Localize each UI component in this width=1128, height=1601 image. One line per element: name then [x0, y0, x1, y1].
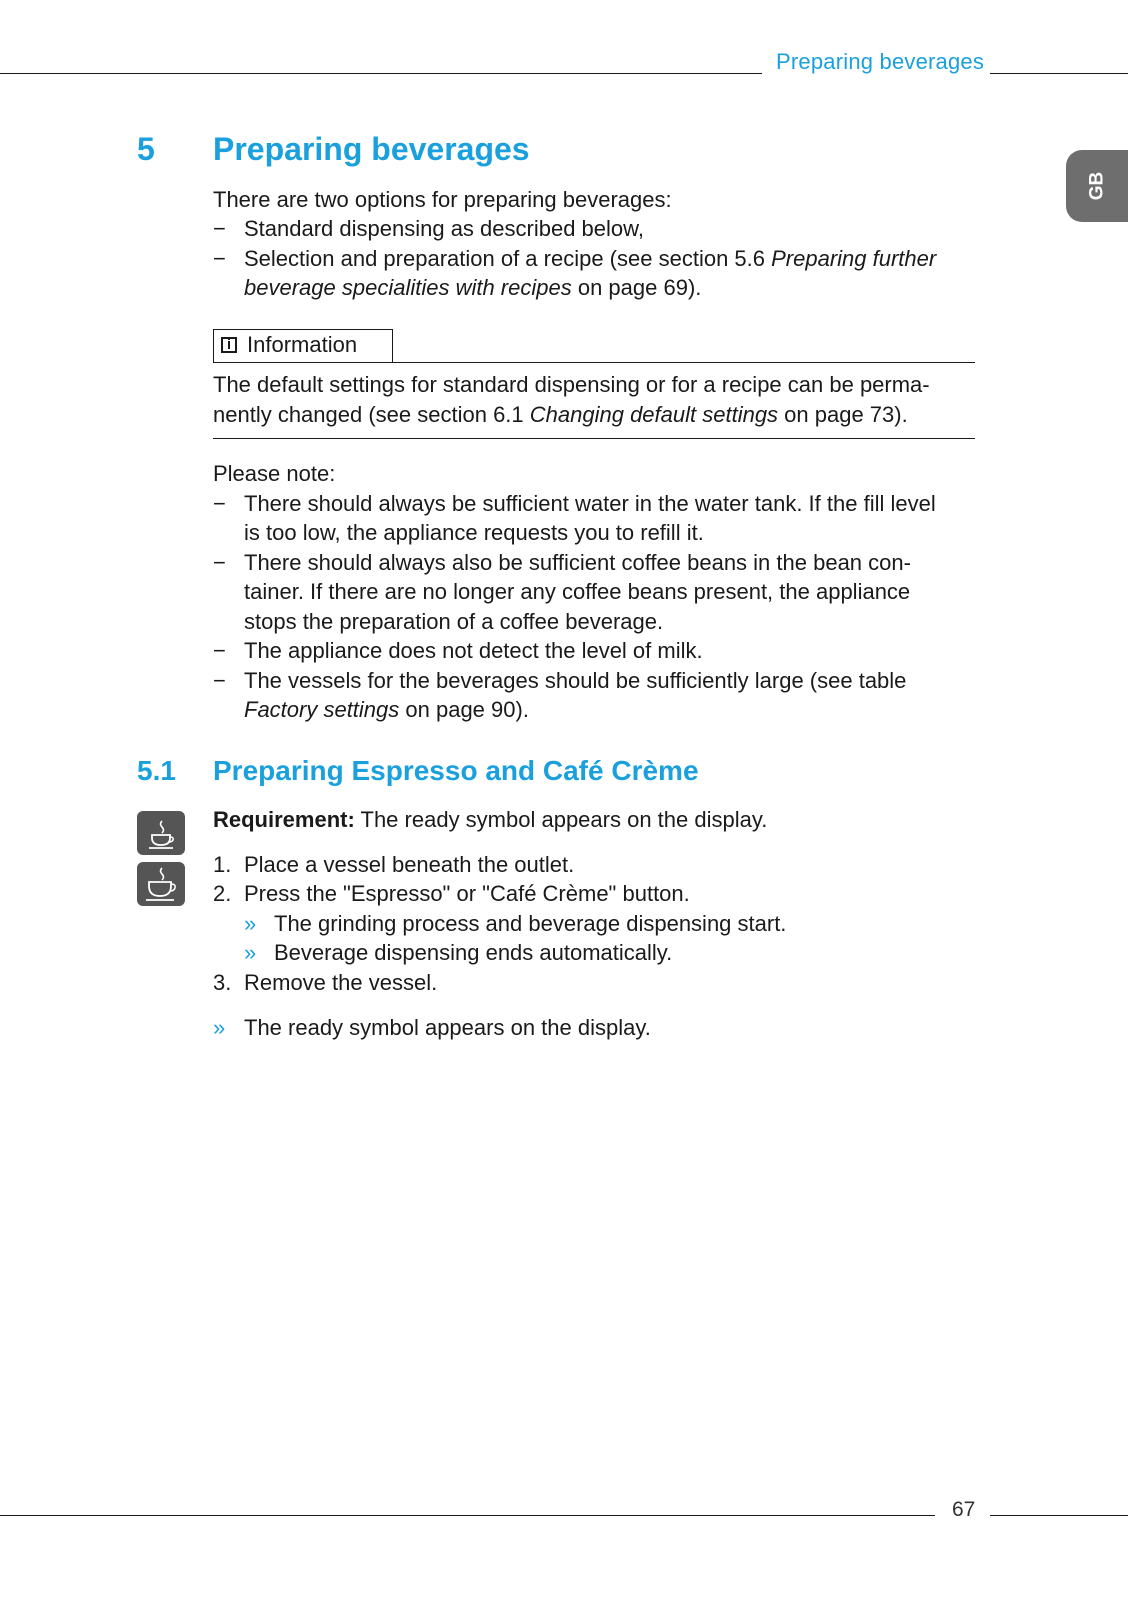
list-item-continued — [244, 273, 701, 303]
result-text: The grinding process and beverage dispensing start. — [274, 911, 787, 936]
list-dash: − — [213, 550, 226, 575]
page-number: 67 — [952, 1498, 976, 1521]
intro-text: There are two options for preparing beverages: — [213, 187, 672, 212]
info-text: nently changed (see section 6.1 — [213, 402, 530, 427]
running-title: Preparing beverages — [776, 49, 985, 74]
info-text-line — [213, 400, 908, 430]
list-dash: − — [213, 491, 226, 516]
note-line: The vessels for the beverages should be sufficiently large (see table — [244, 668, 907, 693]
step-number: 2. — [213, 881, 232, 906]
requirement-label: Requirement: — [213, 807, 355, 832]
info-bottom-rule — [213, 438, 975, 439]
list-dash: − — [213, 216, 226, 241]
xref-title: Preparing further — [771, 246, 937, 271]
option-text: on page 69). — [571, 275, 702, 300]
subsection-number: 5.1 — [137, 755, 176, 786]
note-line: stops the preparation of a coffee beverage. — [244, 609, 664, 634]
step-text: Remove the vessel. — [244, 970, 438, 995]
section-number: 5 — [137, 131, 155, 167]
final-result-text: The ready symbol appears on the display. — [244, 1015, 651, 1040]
footer-rule-right — [990, 1515, 1128, 1516]
info-text-line: The default settings for standard dispensing or for a recipe can be perma- — [213, 372, 930, 397]
xref-title: beverage specialities with recipes — [244, 275, 572, 300]
espresso-button-icon — [137, 811, 185, 855]
language-tab — [1066, 150, 1128, 222]
note-line: There should always be sufficient water in the water tank. If the fill level — [244, 491, 936, 516]
header-rule-left — [0, 73, 762, 74]
requirement-line — [213, 805, 767, 835]
information-label: Information — [247, 332, 358, 357]
info-icon — [221, 337, 237, 353]
xref-title: Factory settings — [244, 697, 400, 722]
list-dash: − — [213, 246, 226, 271]
xref-title: Changing default settings — [529, 402, 779, 427]
result-marker: » — [244, 940, 257, 965]
result-marker: » — [244, 911, 257, 936]
result-marker: » — [213, 1015, 226, 1040]
note-line: is too low, the appliance requests you to refill it. — [244, 520, 704, 545]
info-top-rule — [213, 362, 975, 363]
note-line — [244, 695, 529, 725]
information-box-tab — [213, 329, 393, 363]
note-line: There should always also be sufficient coffee beans in the bean con- — [244, 550, 911, 575]
note-line: The appliance does not detect the level of milk. — [244, 638, 703, 663]
step-number: 1. — [213, 852, 232, 877]
info-text: on page 73). — [778, 402, 908, 427]
result-text: Beverage dispensing ends automatically. — [274, 940, 673, 965]
language-tab-label: GB — [1086, 171, 1107, 201]
requirement-text: The ready symbol appears on the display. — [354, 807, 768, 832]
list-dash: − — [213, 668, 226, 693]
please-note-label: Please note: — [213, 461, 336, 486]
list-item: Standard dispensing as described below, — [244, 216, 644, 241]
note-text: on page 90). — [399, 697, 529, 722]
header-rule-right — [990, 73, 1128, 74]
page-title: Preparing beverages — [213, 131, 530, 167]
note-line: tainer. If there are no longer any coffee beans present, the appliance — [244, 579, 911, 604]
step-text: Press the "Espresso" or "Café Crème" button. — [244, 881, 690, 906]
footer-rule-left — [0, 1515, 935, 1516]
list-item — [244, 244, 936, 274]
option-text: Selection and preparation of a recipe (see section 5.6 — [244, 246, 772, 271]
list-dash: − — [213, 638, 226, 663]
step-number: 3. — [213, 970, 232, 995]
subsection-title: Preparing Espresso and Café Crème — [213, 755, 699, 786]
step-text: Place a vessel beneath the outlet. — [244, 852, 575, 877]
cafe-creme-button-icon — [137, 862, 185, 906]
